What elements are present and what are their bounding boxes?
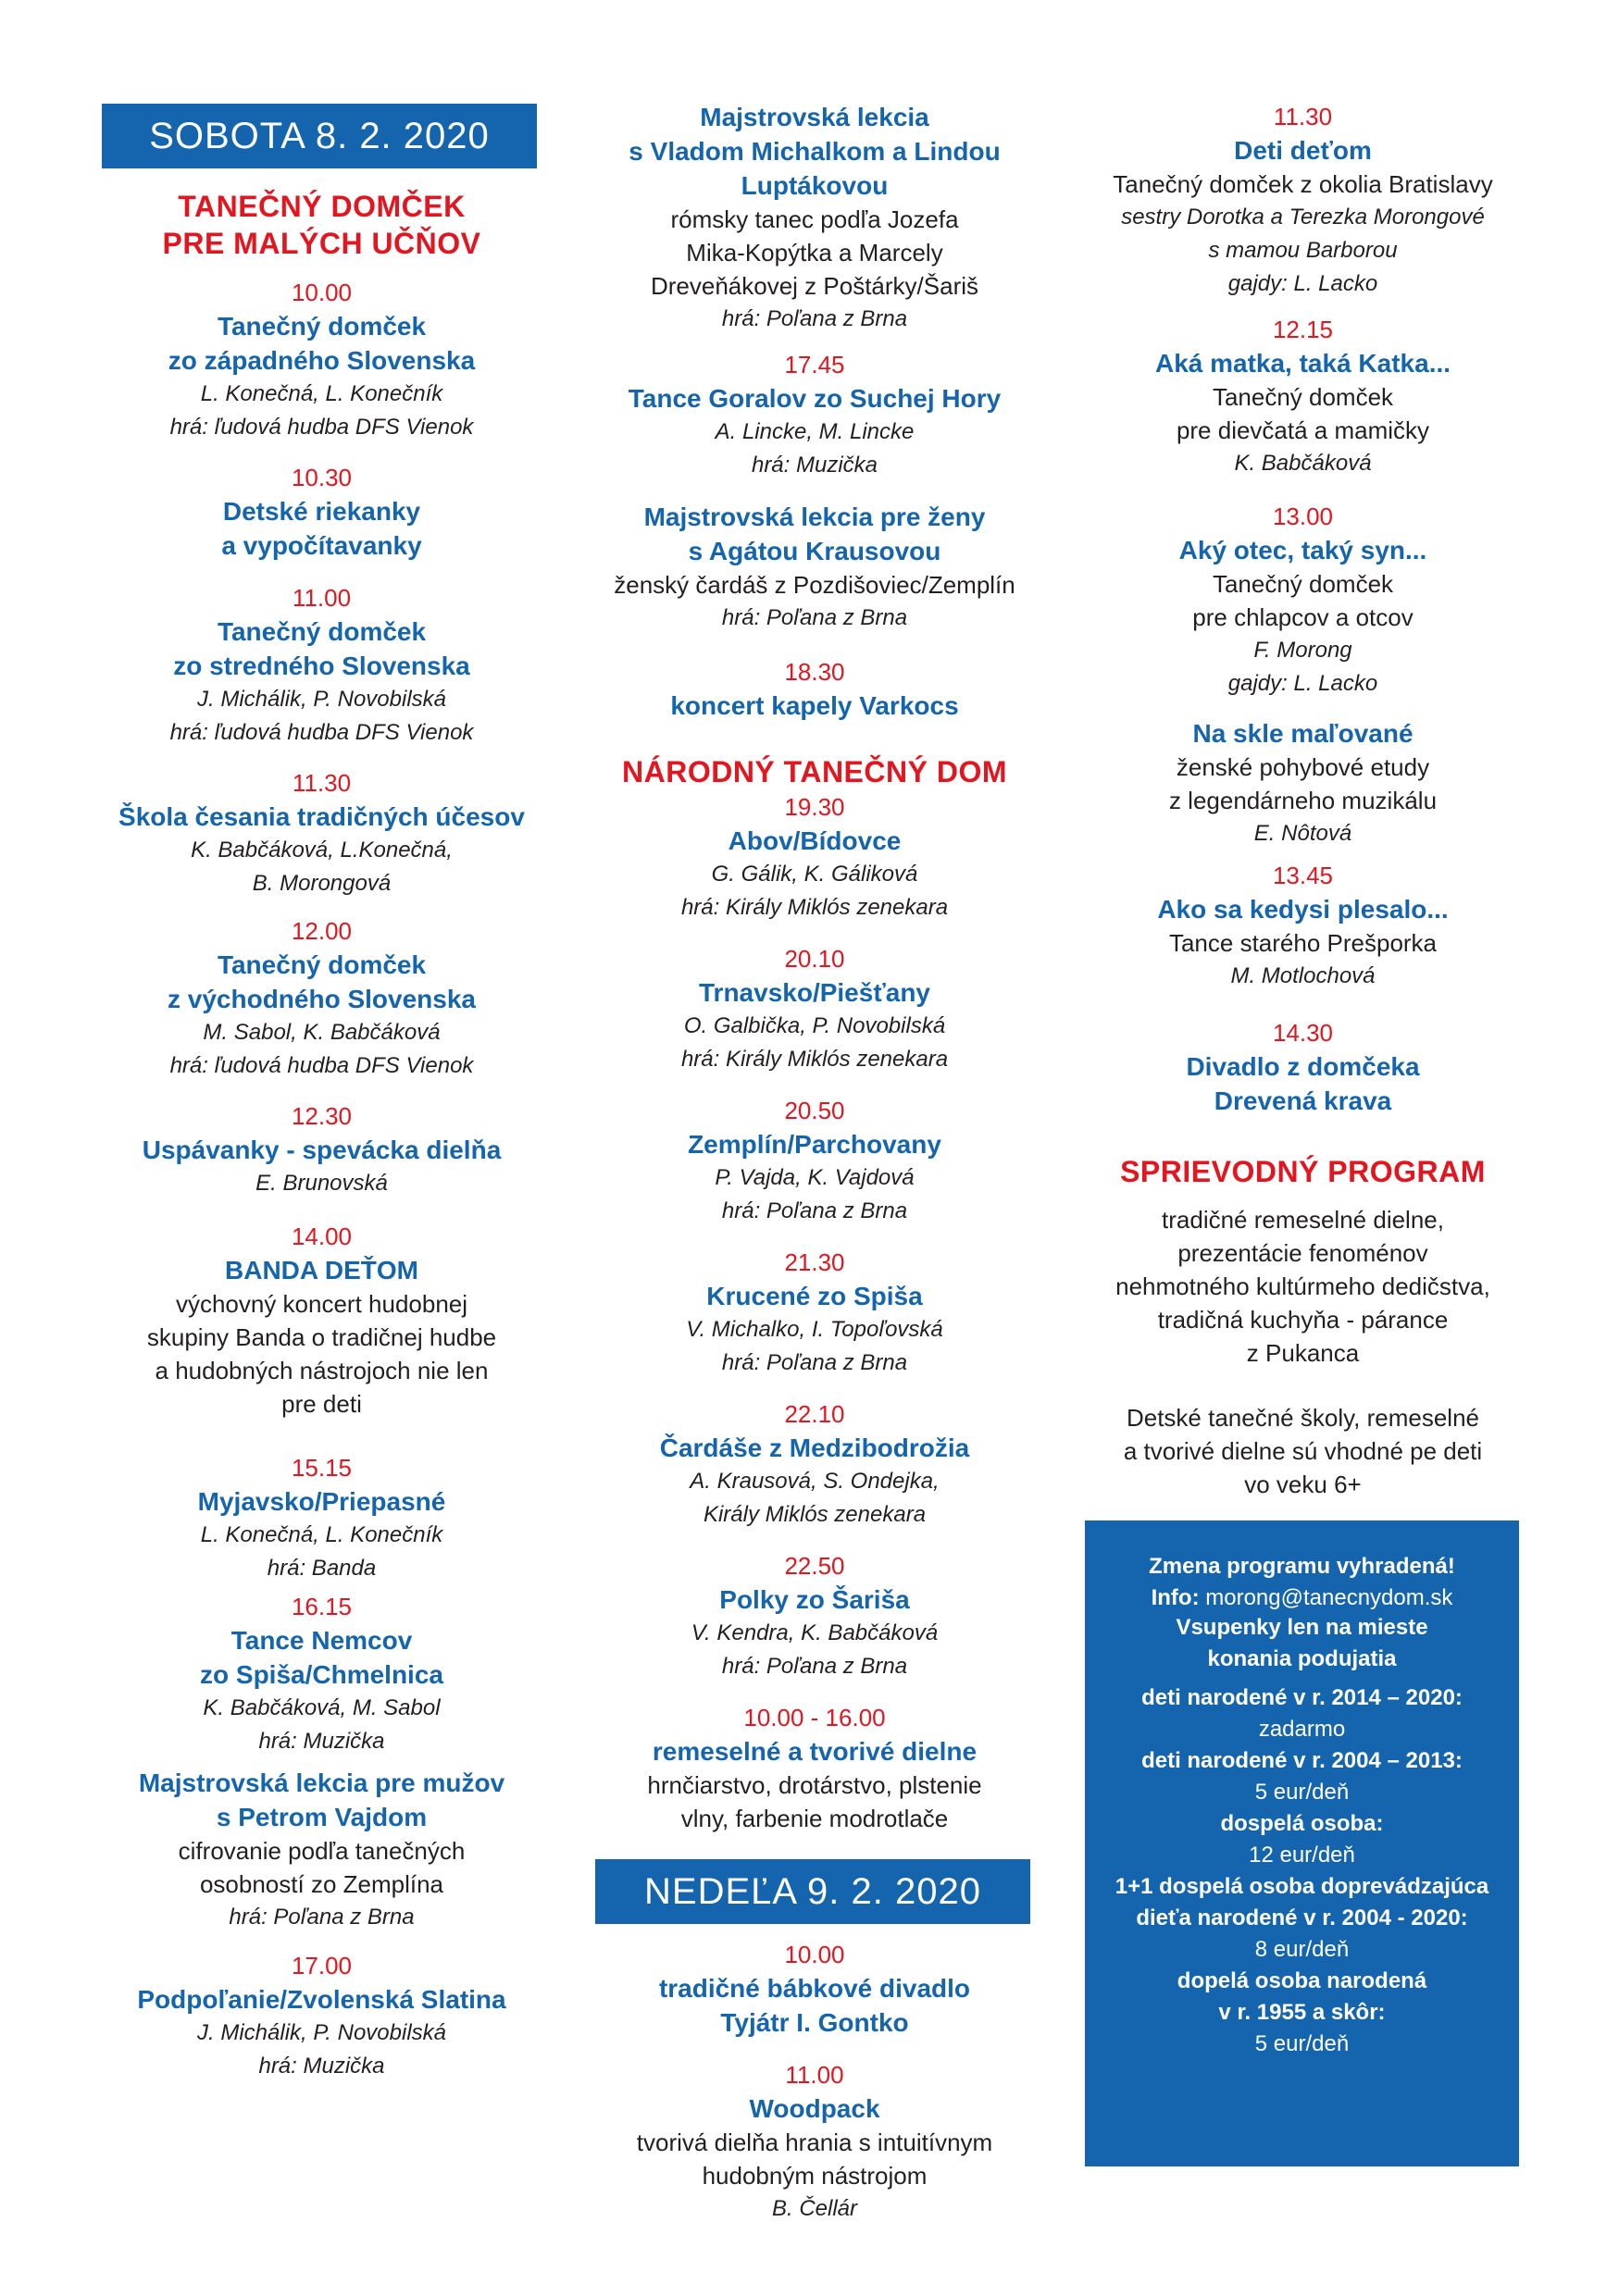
accompanying-program-heading: SPRIEVODNÝ PROGRAM xyxy=(1120,1155,1486,1188)
dance-schools-note: Detské tanečné školy, remeselné a tvorivé dielne sú vhodné pe deti vo veku 6+ xyxy=(1123,1404,1483,1498)
event-performers: hrá: ľudová hudba DFS Vienok xyxy=(169,1053,474,1078)
event-time: 19.30 xyxy=(784,793,845,821)
program-item xyxy=(592,2058,1037,2226)
event-performers: K. Babčáková, L.Konečná, xyxy=(191,838,453,863)
event-description: Tanečný domček xyxy=(1212,570,1394,598)
event-title: zo Spiša/Chmelnica xyxy=(200,1660,443,1689)
info-label: Info: xyxy=(1151,1585,1200,1610)
event-title: Krucené zo Spiša xyxy=(706,1282,923,1310)
event-title: zo stredného Slovenska xyxy=(173,652,470,680)
event-title: koncert kapely Varkocs xyxy=(670,691,959,720)
event-performers: M. Motlochová xyxy=(1230,963,1376,988)
program-item xyxy=(592,942,1037,1076)
event-title: BANDA DEŤOM xyxy=(225,1256,418,1285)
event-title: Polky zo Šariša xyxy=(719,1585,910,1614)
info-email-link[interactable]: morong@tanecnydom.sk xyxy=(1205,1585,1453,1610)
program-item xyxy=(1083,1016,1523,1118)
event-performers: V. Kendra, K. Babčáková xyxy=(691,1620,939,1645)
program-item xyxy=(102,1590,542,1758)
event-description: skupiny Banda o tradičnej hudbe xyxy=(146,1323,497,1351)
event-performers: J. Michálik, P. Novobilská xyxy=(197,687,446,712)
event-title: Ako sa kedysi plesalo... xyxy=(1157,895,1449,924)
event-time: 17.45 xyxy=(784,351,845,379)
event-description: Tance starého Prešporka xyxy=(1168,929,1438,957)
national-dance-house-heading: NÁRODNÝ TANEČNÝ DOM xyxy=(621,755,1007,788)
event-title: s Petrom Vajdom xyxy=(216,1803,428,1831)
event-description: pre chlapcov a otcov xyxy=(1192,603,1414,631)
sunday-date-bar: NEDEĽA 9. 2. 2020 xyxy=(595,1859,1030,1924)
program-item xyxy=(102,1766,542,1934)
event-performers: E. Brunovská xyxy=(255,1171,388,1196)
event-description: pre deti xyxy=(281,1390,362,1418)
event-performers: L. Konečná, L. Konečník xyxy=(200,381,443,406)
event-title: Aká matka, taká Katka... xyxy=(1154,349,1451,378)
info-line: v r. 1955 a skôr: xyxy=(1218,2000,1386,2025)
event-title: zo západného Slovenska xyxy=(168,346,476,375)
program-item xyxy=(102,914,542,1083)
event-description: osobností zo Zemplína xyxy=(199,1870,444,1898)
event-title: Detské riekanky xyxy=(222,497,421,526)
info-line: dieťa narodené v r. 2004 - 2020: xyxy=(1136,1905,1468,1930)
program-item xyxy=(592,1246,1037,1380)
event-performers: hrá: Muzička xyxy=(258,1729,385,1754)
info-line: Zmena programu vyhradená! xyxy=(1149,1554,1455,1579)
info-line: 5 eur/deň xyxy=(1254,2031,1350,2056)
event-title: Škola česania tradičných účesov xyxy=(118,802,525,831)
event-title: remeselné a tvorivé dielne xyxy=(652,1737,978,1766)
info-line: 8 eur/deň xyxy=(1254,1937,1350,1962)
event-time: 14.00 xyxy=(291,1222,353,1250)
event-time: 20.50 xyxy=(784,1097,845,1124)
event-performers: K. Babčáková, M. Sabol xyxy=(203,1695,441,1720)
info-contact-line xyxy=(1085,1582,1519,1615)
event-performers: P. Vajda, K. Vajdová xyxy=(715,1165,915,1190)
event-description: vlny, farbenie modrotlače xyxy=(680,1805,949,1832)
event-title: Majstrovská lekcia pre mužov xyxy=(138,1769,505,1797)
event-time: 11.30 xyxy=(292,769,352,797)
event-title: Majstrovská lekcia xyxy=(700,103,929,131)
accompanying-program-text: tradičné remeselné dielne, prezentácie fenoménov nehmotného kultúrmeho dedičstva, tradičná kuchyňa - párance z Pukanca xyxy=(1115,1206,1490,1367)
event-performers: L. Konečná, L. Konečník xyxy=(200,1522,443,1547)
event-performers: G. Gálik, K. Gáliková xyxy=(711,862,918,887)
event-time: 12.15 xyxy=(1272,316,1334,343)
event-description: ženské pohybové etudy xyxy=(1176,753,1430,781)
event-time: 21.30 xyxy=(784,1248,845,1276)
event-performers: hrá: Poľana z Brna xyxy=(721,1198,908,1223)
program-item xyxy=(592,100,1037,336)
info-line: deti narodené v r. 2014 – 2020: xyxy=(1141,1685,1463,1710)
info-line: 1+1 dospelá osoba doprevádzajúca xyxy=(1115,1874,1489,1899)
event-performers: A. Krausová, S. Ondejka, xyxy=(690,1469,940,1494)
event-performers: K. Babčáková xyxy=(1234,451,1372,476)
event-performers: Király Miklós zenekara xyxy=(703,1502,927,1527)
event-performers: B. Čellár xyxy=(771,2196,858,2221)
event-performers: hrá: Banda xyxy=(267,1556,377,1581)
event-description: Tanečný domček z okolia Bratislavy xyxy=(1113,170,1493,198)
event-time: 22.50 xyxy=(784,1552,845,1580)
event-title: Tance Nemcov xyxy=(230,1626,413,1655)
event-title: Tanečný domček xyxy=(217,950,427,979)
event-time: 16.15 xyxy=(291,1593,353,1620)
event-title: Drevená krava xyxy=(1214,1086,1392,1115)
info-line: 5 eur/deň xyxy=(1254,1780,1350,1805)
event-description: Dreveňákovej z Poštárky/Šariš xyxy=(650,272,979,300)
event-time: 10.00 xyxy=(291,279,353,306)
event-description: Mika-Kopýtka a Marcely xyxy=(686,239,943,267)
event-performers: hrá: Király Miklós zenekara xyxy=(680,1047,949,1072)
event-title: tradičné bábkové divadlo xyxy=(658,1974,971,2003)
event-time: 10.30 xyxy=(291,464,353,491)
event-description: ženský čardáš z Pozdišoviec/Zemplín xyxy=(614,571,1015,599)
event-title: Tanečný domček xyxy=(217,312,427,341)
info-line: dopelá osoba narodená xyxy=(1177,1968,1427,1993)
event-description: Tanečný domček xyxy=(1212,383,1394,411)
event-title: Aký otec, taký syn... xyxy=(1178,536,1427,565)
event-time: 13.00 xyxy=(1272,503,1334,530)
event-description: pre dievčatá a mamičky xyxy=(1176,416,1430,444)
event-title: s Vladom Michalkom a Lindou xyxy=(629,137,1001,166)
event-performers: hrá: Király Miklós zenekara xyxy=(680,895,949,920)
event-time: 11.00 xyxy=(785,2061,844,2089)
event-time: 20.10 xyxy=(784,945,845,973)
program-item xyxy=(592,348,1037,482)
event-title: Tyjátr I. Gontko xyxy=(720,2008,909,2037)
event-performers: hrá: Muzička xyxy=(751,453,878,478)
program-item xyxy=(1083,859,1523,993)
event-description: z legendárneho muzikálu xyxy=(1168,787,1438,814)
event-title: Na skle maľované xyxy=(1192,719,1414,748)
program-item xyxy=(102,581,542,750)
event-time: 22.10 xyxy=(784,1400,845,1428)
event-description: hudobným nástrojom xyxy=(702,2162,928,2190)
event-performers: M. Sabol, K. Babčáková xyxy=(203,1020,441,1045)
event-title: Trnavsko/Piešťany xyxy=(699,978,930,1007)
event-performers: hrá: Poľana z Brna xyxy=(721,306,908,331)
info-line: konania podujatia xyxy=(1207,1646,1397,1671)
event-description: a hudobných nástrojoch nie len xyxy=(155,1357,489,1384)
event-time: 13.45 xyxy=(1272,862,1334,889)
event-time: 10.00 xyxy=(784,1941,845,1968)
event-description: tvorivá dielňa hrania s intuitívnym xyxy=(636,2128,993,2156)
event-description: hrnčiarstvo, drotárstvo, plstenie xyxy=(647,1771,982,1799)
program-item xyxy=(1083,313,1523,480)
program-item xyxy=(1083,716,1523,850)
event-performers: hrá: Poľana z Brna xyxy=(721,605,908,630)
event-performers: hrá: Muzička xyxy=(258,2054,385,2079)
event-performers: B. Morongová xyxy=(252,871,392,896)
event-performers: F. Morong xyxy=(1253,638,1352,663)
program-item xyxy=(102,1099,542,1200)
event-performers: E. Nôtová xyxy=(1253,821,1352,846)
event-time: 12.30 xyxy=(291,1102,353,1130)
ticket-info-box xyxy=(1085,1520,1519,2166)
event-title: Uspávanky - spevácka dielňa xyxy=(142,1136,502,1164)
info-line: deti narodené v r. 2004 – 2013: xyxy=(1141,1748,1463,1773)
info-line: 12 eur/deň xyxy=(1249,1843,1355,1868)
program-item xyxy=(592,1397,1037,1532)
program-item xyxy=(592,790,1037,925)
event-performers: V. Michalko, I. Topoľovská xyxy=(686,1317,943,1342)
program-item xyxy=(102,1949,542,2083)
event-time: 14.30 xyxy=(1272,1019,1334,1047)
event-title: Deti deťom xyxy=(1234,136,1372,165)
program-item xyxy=(592,1701,1037,1835)
program-item xyxy=(102,276,542,444)
event-title: Majstrovská lekcia pre ženy xyxy=(643,503,986,531)
event-performers: gajdy: L. Lacko xyxy=(1227,271,1378,296)
program-item xyxy=(102,1220,542,1421)
event-time: 18.30 xyxy=(784,658,845,686)
program-item xyxy=(1083,500,1523,701)
event-performers: hrá: Poľana z Brna xyxy=(721,1350,908,1375)
event-time: 11.00 xyxy=(292,584,352,612)
event-title: Luptákovou xyxy=(741,171,889,200)
info-line: zadarmo xyxy=(1258,1717,1346,1742)
saturday-date-bar: SOBOTA 8. 2. 2020 xyxy=(102,104,537,168)
program-item xyxy=(102,766,542,900)
info-line: dospelá osoba: xyxy=(1220,1811,1384,1836)
event-performers: gajdy: L. Lacko xyxy=(1227,671,1378,696)
event-title: Tance Goralov zo Suchej Hory xyxy=(628,384,1002,413)
program-item xyxy=(592,1938,1037,2040)
event-performers: J. Michálik, P. Novobilská xyxy=(197,2020,446,2045)
event-time: 12.00 xyxy=(291,917,353,945)
program-item xyxy=(592,1549,1037,1683)
event-performers: s mamou Barborou xyxy=(1208,238,1398,263)
event-time: 10.00 - 16.00 xyxy=(743,1704,886,1731)
program-item xyxy=(592,655,1037,723)
event-title: z východného Slovenska xyxy=(168,985,476,1013)
event-title: a vypočítavanky xyxy=(221,531,422,560)
section-heading-small-apprentices: TANEČNÝ DOMČEK PRE MALÝCH UČŇOV xyxy=(162,190,481,260)
event-description: cifrovanie podľa tanečných xyxy=(178,1837,466,1865)
event-title: Čardáše z Medzibodrožia xyxy=(659,1433,970,1462)
event-performers: hrá: ľudová hudba DFS Vienok xyxy=(169,720,474,745)
event-title: s Agátou Krausovou xyxy=(688,537,941,565)
program-item xyxy=(102,1451,542,1585)
program-item xyxy=(592,500,1037,635)
event-performers: hrá: Poľana z Brna xyxy=(229,1905,415,1930)
program-item xyxy=(102,461,542,563)
event-time: 11.30 xyxy=(1273,103,1333,130)
event-time: 17.00 xyxy=(291,1952,353,1980)
event-performers: sestry Dorotka a Terezka Morongové xyxy=(1121,205,1485,230)
event-performers: O. Galbička, P. Novobilská xyxy=(683,1013,946,1038)
event-title: Abov/Bídovce xyxy=(728,826,902,855)
event-title: Myjavsko/Priepasné xyxy=(197,1487,446,1516)
event-time: 15.15 xyxy=(291,1454,353,1482)
event-description: výchovný koncert hudobnej xyxy=(175,1290,468,1318)
program-item xyxy=(1083,100,1523,301)
event-title: Woodpack xyxy=(749,2094,880,2123)
event-performers: hrá: ľudová hudba DFS Vienok xyxy=(169,415,474,440)
event-title: Podpoľanie/Zvolenská Slatina xyxy=(137,1985,506,2014)
event-title: Divadlo z domčeka xyxy=(1186,1052,1420,1081)
event-description: rómsky tanec podľa Jozefa xyxy=(670,205,959,233)
program-item xyxy=(592,1094,1037,1228)
event-title: Tanečný domček xyxy=(217,617,427,646)
event-performers: hrá: Poľana z Brna xyxy=(721,1654,908,1679)
event-performers: A. Lincke, M. Lincke xyxy=(715,419,915,444)
event-title: Zemplín/Parchovany xyxy=(688,1130,941,1159)
info-line: Vsupenky len na mieste xyxy=(1176,1615,1428,1640)
